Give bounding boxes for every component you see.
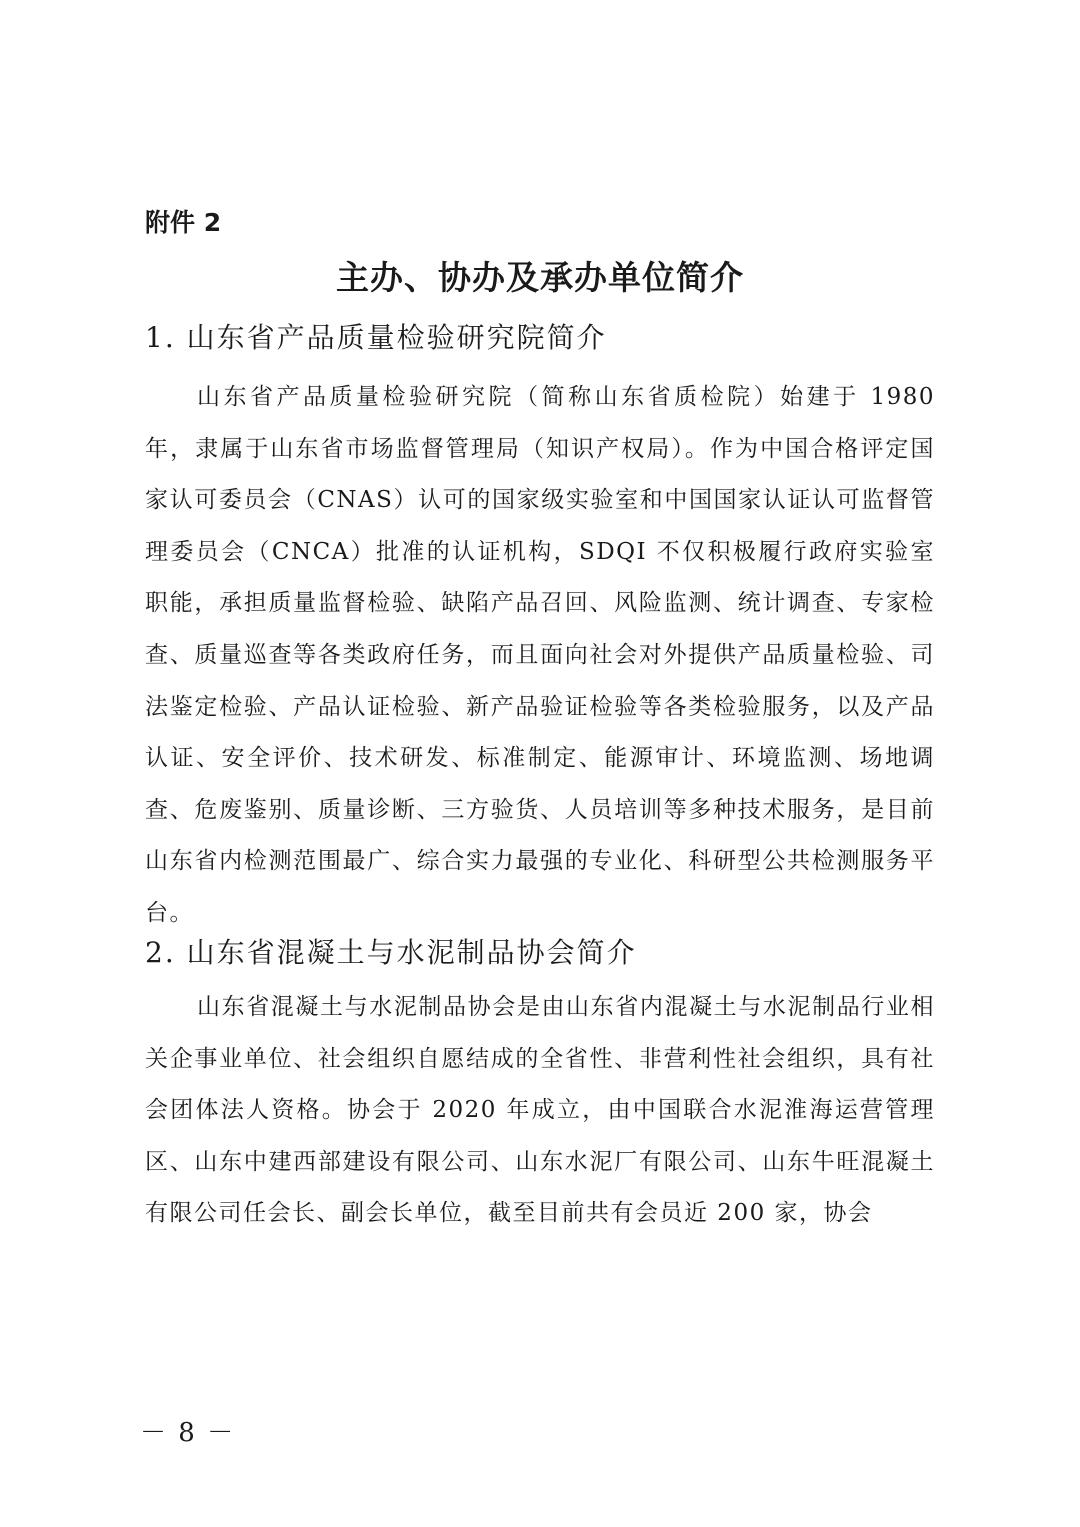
page-number: － 8 － bbox=[140, 1418, 236, 1448]
section-heading-1: 1. 山东省产品质量检验研究院简介 bbox=[145, 321, 607, 354]
attachment-label: 附件 2 bbox=[145, 208, 222, 237]
section-heading-2: 2. 山东省混凝土与水泥制品协会简介 bbox=[145, 936, 637, 969]
document-title: 主办、协办及承办单位简介 bbox=[336, 258, 744, 297]
section-paragraph-1: 山东省产品质量检验研究院（简称山东省质检院）始建于 1980 年，隶属于山东省市场监督管理局（知识产权局）。作为中国合格评定国家认可委员会（CNAS）认可的国家级实验室和中国国家认证认可监督管理委员会（CNCA）批准的认证机构，SDQI 不仅积极履行政府实验室职能，承担质量监督检验、缺陷产品召回、风险监测、统计调查、专家检查、质量巡查等各类政府任务，而且面向社会对外提供产品质量检验、司法鉴定检验、产品认证检验、新产品验证检验等各类检验服务，以及产品认证、安全评价、技术研发、标准制定、能源审计、环境监测、场地调查、危废鉴别、质量诊断、三方验货、人员培训等多种技术服务，是目前山东省内检测范围最广、综合实力最强的专业化、科研型公共检测服务平台。 bbox=[145, 384, 935, 926]
section-paragraph-2: 山东省混凝土与水泥制品协会是由山东省内混凝土与水泥制品行业相关企事业单位、社会组织自愿结成的全省性、非营利性社会组织，具有社会团体法人资格。协会于 2020 年成立，由中国联合水泥淮海运营管理区、山东中建西部建设有限公司、山东水泥厂有限公司、山东牛旺混凝土有限公司任会长、副会长单位，截至目前共有会员近 200 家，协会 bbox=[145, 994, 935, 1227]
